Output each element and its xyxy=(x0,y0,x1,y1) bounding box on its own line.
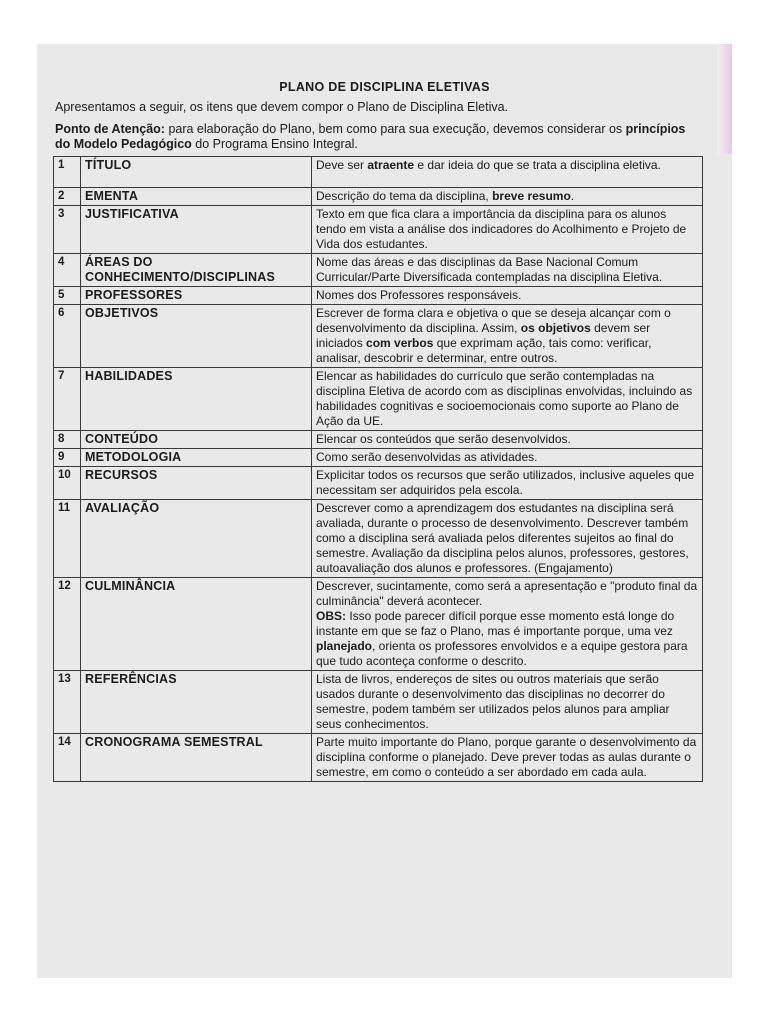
item-title: METODOLOGIA xyxy=(81,449,312,467)
item-description: Descrever como a aprendizagem dos estudantes na disciplina será avaliada, durante o processo de desenvolvimento. Descrever também como a disciplina será avaliada pelos diferentes sujeitos ao final do semestre. Avaliação da disciplina pelos alunos, professores, gestores, autoavaliação dos alunos e professores. (Engajamento) xyxy=(312,500,703,578)
desc-text: que exprimam ação, tais como: verificar, analisar, descobrir e determinar, entre outros. xyxy=(316,336,652,365)
item-title: REFERÊNCIAS xyxy=(81,671,312,734)
attention-note xyxy=(55,122,695,152)
item-title: CONTEÚDO xyxy=(81,431,312,449)
item-title: JUSTIFICATIVA xyxy=(81,206,312,254)
row-number: 2 xyxy=(54,188,81,206)
row-number: 1 xyxy=(54,157,81,188)
item-title: OBJETIVOS xyxy=(81,305,312,368)
plan-table xyxy=(53,156,703,782)
row-number: 3 xyxy=(54,206,81,254)
table-row xyxy=(54,500,703,578)
desc-text: e dar ideia do que se trata a disciplina eletiva. xyxy=(414,158,661,172)
page-title: PLANO DE DISCIPLINA ELETIVAS xyxy=(279,80,490,94)
row-number: 13 xyxy=(54,671,81,734)
item-description xyxy=(312,305,703,368)
item-title: HABILIDADES xyxy=(81,368,312,431)
intro-text: Apresentamos a seguir, os itens que devem compor o Plano de Disciplina Eletiva. xyxy=(55,100,509,114)
row-number: 9 xyxy=(54,449,81,467)
item-description: Elencar as habilidades do currículo que serão contempladas na disciplina Eletiva de acordo com as disciplinas envolvidas, incluindo as habilidades cognitivas e socioemocionais como suporte ao Plano de Ação da UE. xyxy=(312,368,703,431)
item-description xyxy=(312,188,703,206)
desc-bold: OBS: xyxy=(316,609,346,623)
item-description: Elencar os conteúdos que serão desenvolvidos. xyxy=(312,431,703,449)
row-number: 10 xyxy=(54,467,81,500)
item-title: AVALIAÇÃO xyxy=(81,500,312,578)
desc-bold: breve resumo xyxy=(492,189,571,203)
table-row xyxy=(54,287,703,305)
item-description: Nome das áreas e das disciplinas da Base Nacional Comum Curricular/Parte Diversificada contempladas na disciplina Eletiva. xyxy=(312,254,703,287)
desc-bold: atraente xyxy=(367,158,415,172)
item-description xyxy=(312,578,703,671)
item-description: Como serão desenvolvidas as atividades. xyxy=(312,449,703,467)
desc-text: Descrição do tema da disciplina, xyxy=(316,189,493,203)
row-number: 11 xyxy=(54,500,81,578)
item-title: CRONOGRAMA SEMESTRAL xyxy=(81,734,312,782)
table-row xyxy=(54,188,703,206)
attention-label: Ponto de Atenção: xyxy=(55,122,165,136)
item-title: CULMINÂNCIA xyxy=(81,578,312,671)
table-row xyxy=(54,254,703,287)
item-title: ÁREAS DO CONHECIMENTO/DISCIPLINAS xyxy=(81,254,312,287)
item-description: Texto em que fica clara a importância da disciplina para os alunos tendo em vista a análise dos indicadores do Acolhimento e Projeto de Vida dos estudantes. xyxy=(312,206,703,254)
row-number: 7 xyxy=(54,368,81,431)
item-description: Lista de livros, endereços de sites ou outros materiais que serão usados durante o desenvolvimento das disciplinas no decorrer do semestre, podem também ser utilizados pelos alunos para ampliar seus conhecimentos. xyxy=(312,671,703,734)
item-description: Explicitar todos os recursos que serão utilizados, inclusive aqueles que necessitam ser adquiridos pela escola. xyxy=(312,467,703,500)
row-number: 8 xyxy=(54,431,81,449)
row-number: 12 xyxy=(54,578,81,671)
desc-text: Deve ser xyxy=(316,158,368,172)
attention-bold: princípios do Modelo Pedagógico xyxy=(55,122,686,151)
item-title: TÍTULO xyxy=(81,157,312,188)
table-row xyxy=(54,206,703,254)
row-number: 6 xyxy=(54,305,81,368)
page-edge-decoration xyxy=(717,44,732,154)
item-title: PROFESSORES xyxy=(81,287,312,305)
desc-text: , orienta os professores envolvidos e a equipe gestora para que tudo aconteça conforme o descrito. xyxy=(316,639,688,668)
desc-bold: com verbos xyxy=(366,336,434,350)
item-description xyxy=(312,157,703,188)
table-row xyxy=(54,431,703,449)
table-row xyxy=(54,449,703,467)
attention-text-1: para elaboração do Plano, bem como para sua execução, devemos considerar os xyxy=(164,122,626,136)
desc-text: Isso pode parecer difícil porque esse momento está longe do instante em que se faz o Plano, mas é importante porque, uma vez xyxy=(316,609,675,638)
row-number: 4 xyxy=(54,254,81,287)
desc-bold: os objetivos xyxy=(520,321,591,335)
table-row xyxy=(54,368,703,431)
row-number: 14 xyxy=(54,734,81,782)
desc-text: Descrever, sucintamente, como será a apresentação e "produto final da culminância" deverá acontecer. xyxy=(316,579,698,608)
desc-bold: planejado xyxy=(316,639,373,653)
row-number: 5 xyxy=(54,287,81,305)
item-title: EMENTA xyxy=(81,188,312,206)
desc-text: devem ser iniciados xyxy=(316,321,651,350)
item-title: RECURSOS xyxy=(81,467,312,500)
attention-text-2: do Programa Ensino Integral. xyxy=(191,137,358,151)
desc-text: . xyxy=(570,189,575,203)
table-row xyxy=(54,578,703,671)
item-description: Parte muito importante do Plano, porque garante o desenvolvimento da disciplina conforme o planejado. Deve prever todas as aulas durante o semestre, em como o conteúdo a ser abordado em cada aula. xyxy=(312,734,703,782)
document-page xyxy=(37,44,732,978)
table-row xyxy=(54,734,703,782)
table-row xyxy=(54,467,703,500)
table-row xyxy=(54,305,703,368)
table-row xyxy=(54,671,703,734)
table-row xyxy=(54,157,703,188)
desc-text: Escrever de forma clara e objetiva o que se deseja alcançar com o desenvolvimento da disciplina. Assim, xyxy=(316,306,671,335)
item-description: Nomes dos Professores responsáveis. xyxy=(312,287,703,305)
